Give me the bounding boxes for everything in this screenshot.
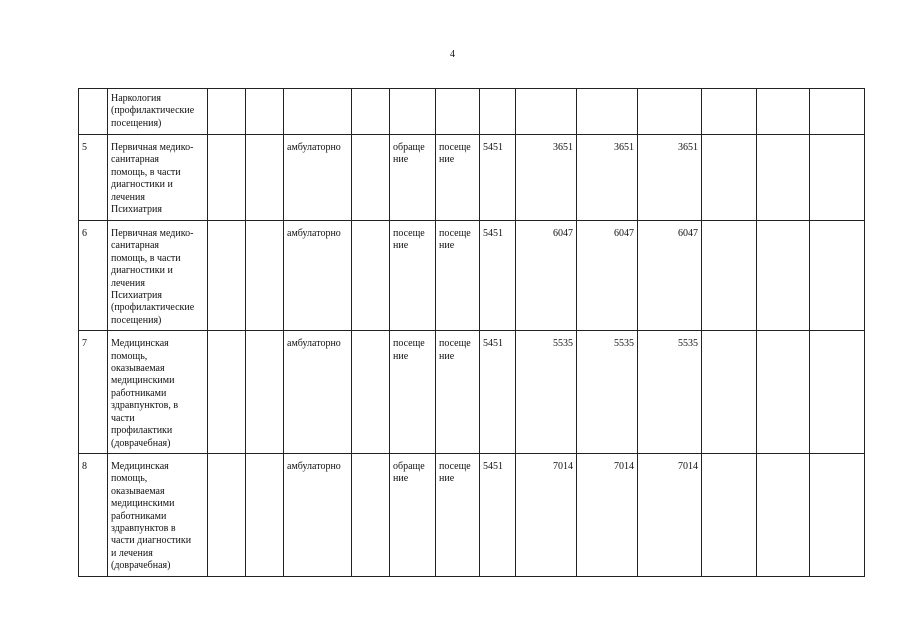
care-condition-cell	[284, 89, 352, 135]
unit-cell-line: ние	[393, 473, 409, 485]
service-name-cell-line: медицинскими	[111, 375, 175, 387]
service-name-cell-line: помощь,	[111, 350, 148, 362]
service-name-cell-line: санитарная	[111, 240, 160, 252]
table-row	[79, 331, 865, 454]
empty-cell	[352, 453, 390, 576]
service-name-cell-line: работниками	[111, 387, 167, 399]
service-name-cell-line: Первичная медико-	[111, 142, 194, 153]
empty-cell	[702, 89, 757, 135]
service-name-cell-line: Психиатрия	[111, 290, 162, 302]
empty-cell	[702, 453, 757, 576]
service-name-cell-line: здравпунктов в	[111, 522, 176, 534]
service-name-cell	[108, 221, 208, 331]
value-cell: 7014	[577, 453, 638, 576]
empty-cell	[246, 89, 284, 135]
empty-cell	[810, 135, 865, 221]
code-cell: 5451	[480, 221, 516, 331]
unit-cell	[436, 135, 480, 221]
unit-cell-line: посеще	[439, 228, 471, 239]
service-name-cell-line: помощь, в части	[111, 166, 181, 178]
value-cell: 7014	[516, 453, 577, 576]
service-name-cell-line: оказываемая	[111, 485, 165, 497]
value-cell	[638, 89, 702, 135]
empty-cell	[757, 331, 810, 454]
service-name-cell	[108, 135, 208, 221]
value-cell	[577, 89, 638, 135]
empty-cell	[208, 331, 246, 454]
service-name-cell-line: (доврачебная)	[111, 437, 171, 449]
empty-cell	[208, 89, 246, 135]
row-number-cell	[79, 89, 108, 135]
unit-cell-line: обраще	[393, 142, 425, 153]
empty-cell	[208, 221, 246, 331]
service-name-cell-line: здравпунктов, в	[111, 400, 179, 412]
value-cell: 5535	[638, 331, 702, 454]
unit-cell	[436, 453, 480, 576]
value-cell: 3651	[638, 135, 702, 221]
service-name-cell-line: Наркология	[111, 93, 161, 104]
value-cell: 6047	[516, 221, 577, 331]
unit-cell-line: ние	[393, 350, 409, 362]
unit-cell	[390, 453, 436, 576]
empty-cell	[810, 453, 865, 576]
care-condition-cell: амбулаторно	[284, 221, 352, 331]
service-name-cell-line: оказываемая	[111, 363, 165, 375]
page-number: 4	[450, 49, 455, 60]
empty-cell	[810, 331, 865, 454]
unit-cell	[436, 89, 480, 135]
table-row	[79, 221, 865, 331]
value-cell: 6047	[577, 221, 638, 331]
services-table	[78, 88, 865, 577]
empty-cell	[757, 221, 810, 331]
empty-cell	[702, 135, 757, 221]
service-name-cell-line: санитарная	[111, 154, 160, 166]
unit-cell	[390, 135, 436, 221]
service-name-cell-line: Первичная медико-	[111, 228, 194, 239]
service-name-cell	[108, 331, 208, 454]
row-number-cell: 5	[79, 135, 108, 221]
service-name-cell-line: медицинскими	[111, 498, 175, 510]
service-name-cell-line: помощь, в части	[111, 252, 181, 264]
value-cell: 5535	[516, 331, 577, 454]
service-name-cell	[108, 453, 208, 576]
service-name-cell-line: части диагностики	[111, 535, 192, 547]
service-name-cell-line: посещения)	[111, 314, 162, 326]
empty-cell	[702, 221, 757, 331]
unit-cell-line: ние	[439, 240, 455, 252]
empty-cell	[352, 221, 390, 331]
care-condition-cell: амбулаторно	[284, 331, 352, 454]
row-number-cell: 6	[79, 221, 108, 331]
empty-cell	[757, 89, 810, 135]
service-name-cell-line: Медицинская	[111, 338, 169, 350]
service-name-cell-line: и лечения	[111, 547, 153, 559]
service-name-cell-line: диагностики и	[111, 179, 173, 191]
empty-cell	[208, 135, 246, 221]
empty-cell	[246, 453, 284, 576]
unit-cell	[390, 331, 436, 454]
code-cell: 5451	[480, 135, 516, 221]
service-name-cell-line: (профилактические	[111, 302, 195, 314]
service-name-cell-line: работниками	[111, 510, 167, 522]
service-name-cell-line: профилактики	[111, 425, 173, 437]
empty-cell	[208, 453, 246, 576]
unit-cell-line: ние	[439, 350, 455, 362]
unit-cell	[390, 221, 436, 331]
empty-cell	[757, 453, 810, 576]
value-cell: 7014	[638, 453, 702, 576]
code-cell	[480, 89, 516, 135]
value-cell: 5535	[577, 331, 638, 454]
row-number-cell: 7	[79, 331, 108, 454]
service-name-cell-line: лечения	[111, 277, 145, 289]
service-name-cell-line: посещения)	[111, 117, 162, 129]
empty-cell	[810, 221, 865, 331]
unit-cell-line: посеще	[439, 460, 471, 472]
empty-cell	[352, 331, 390, 454]
unit-cell-line: посеще	[393, 228, 425, 239]
service-name-cell-line: диагностики и	[111, 265, 173, 277]
care-condition-cell: амбулаторно	[284, 453, 352, 576]
unit-cell-line: ние	[439, 473, 455, 485]
unit-cell-line: ние	[439, 154, 455, 166]
empty-cell	[810, 89, 865, 135]
code-cell: 5451	[480, 453, 516, 576]
row-number-cell: 8	[79, 453, 108, 576]
empty-cell	[702, 331, 757, 454]
unit-cell-line: посеще	[439, 338, 471, 350]
unit-cell-line: ние	[393, 240, 409, 252]
table-row	[79, 89, 865, 135]
service-name-cell-line: лечения	[111, 191, 145, 203]
table-body	[79, 89, 865, 577]
unit-cell-line: обраще	[393, 460, 425, 472]
service-name-cell-line: (доврачебная)	[111, 560, 171, 572]
service-name-cell	[108, 89, 208, 135]
table-row	[79, 453, 865, 576]
code-cell: 5451	[480, 331, 516, 454]
empty-cell	[757, 135, 810, 221]
empty-cell	[352, 89, 390, 135]
value-cell: 3651	[577, 135, 638, 221]
value-cell: 6047	[638, 221, 702, 331]
value-cell	[516, 89, 577, 135]
table-row	[79, 135, 865, 221]
empty-cell	[246, 135, 284, 221]
empty-cell	[246, 331, 284, 454]
unit-cell	[390, 89, 436, 135]
unit-cell	[436, 221, 480, 331]
empty-cell	[246, 221, 284, 331]
service-name-cell-line: Медицинская	[111, 460, 169, 472]
service-name-cell-line: части	[111, 412, 135, 424]
empty-cell	[352, 135, 390, 221]
unit-cell-line: посеще	[393, 338, 425, 350]
value-cell: 3651	[516, 135, 577, 221]
service-name-cell-line: (профилактические	[111, 105, 195, 117]
care-condition-cell: амбулаторно	[284, 135, 352, 221]
service-name-cell-line: помощь,	[111, 473, 148, 485]
unit-cell-line: ние	[393, 154, 409, 166]
service-name-cell-line: Психиатрия	[111, 204, 162, 216]
unit-cell-line: посеще	[439, 142, 471, 153]
unit-cell	[436, 331, 480, 454]
